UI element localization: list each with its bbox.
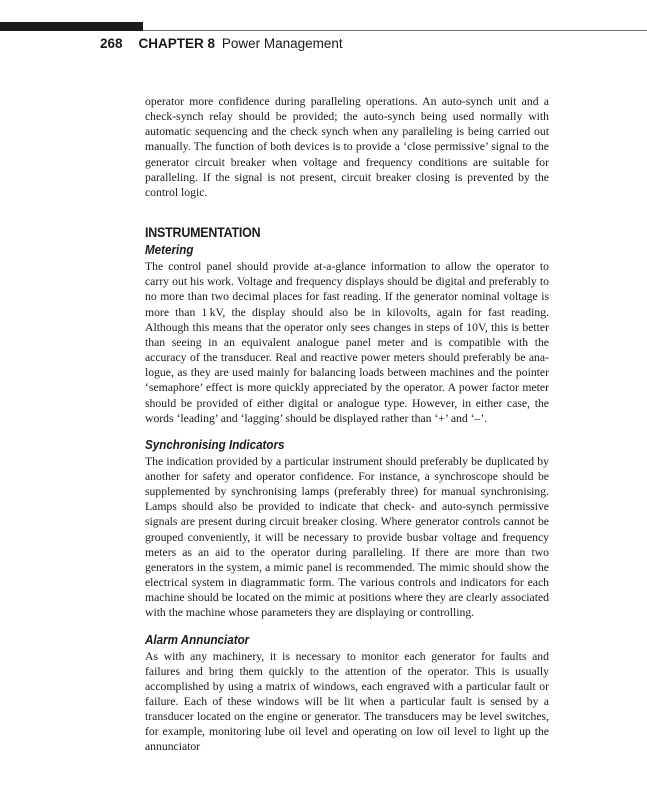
synchronising-indicators-paragraph: The indication provided by a particular instrument should preferably be duplicated by another for safety and operator confidence. For instance, a synchroscope should be supplemented by synchronising lamps (preferably three) for manual synchronising. Lamps should also be provided to indicate that check- and auto-synch permissive signals are present during circuit breaker closing. Where generator controls cannot be grouped conveniently, it will be necessary to provide busbar voltage and frequency meters as an aid to the operator during paralleling. If there are more than two generators in the system, a mimic panel is recommended. The mimic should show the electrical system in diagrammatic form. The various controls and indicators for each machine should be located on the mimic at positions where they are clearly associated with the machine whose parameters they are displaying or controlling. bbox=[145, 454, 549, 620]
subsection-heading-synchronising-indicators: Synchronising Indicators bbox=[145, 437, 285, 452]
metering-paragraph: The control panel should provide at-a-glance information to allow the operator to carry out his work. Voltage and frequency displays should be digital and preferably to no more than two decimal places for fast reading. If the generator nominal voltage is more than 1 kV, the display should also be in kilovolts, again for fast reading. Although this means that the operator only sees changes in steps of 10V, this is better than seeing in an equivalent analogue panel meter and is compatible with the accuracy of the transducer. Real and reactive power meters should preferably be analogue, as they are used mainly for balancing loads between machines and the pointer ‘semaphore’ effect is more quickly appreciated by the operator. A power factor meter should be provided of either digital or analogue type. However, in either case, the words ‘leading’ and ‘lagging’ should be displayed rather than ‘+’ and ‘–’. bbox=[145, 260, 549, 425]
subsection-heading-alarm-annunciator: Alarm Annunciator bbox=[145, 632, 250, 647]
subsection-heading-metering: Metering bbox=[145, 243, 194, 258]
section-heading: INSTRUMENTATION bbox=[145, 225, 261, 241]
chapter-label: CHAPTER 8 bbox=[138, 36, 216, 51]
header-bar bbox=[0, 22, 143, 31]
running-header bbox=[100, 35, 343, 53]
intro-paragraph: operator more confidence during paralleling operations. An auto-synch unit and a check-synch relay should be provided; the auto-synch being used normally with automatic sequencing and the check synch when any paralleling is being carried out manually. The function of both devices is to provide a ‘close permissive’ signal to the generator circuit breaker when voltage and frequency conditions are suitable for paralleling. If the signal is not present, circuit breaker closing is prevented by the control logic. bbox=[145, 95, 549, 199]
page-number: 268 bbox=[100, 36, 123, 51]
chapter-title: Power Management bbox=[221, 36, 343, 51]
header-rule bbox=[143, 30, 647, 31]
alarm-annunciator-paragraph: As with any machinery, it is necessary to monitor each generator for faults and failures and bring them quickly to the attention of the operator. This is usually accomplished by using a matrix of windows, each engraved with a particular fault or failure. Each of these windows will be lit when a particular fault is sensed by a transducer located on the engine or generator. The transducers may be level switches, for example, monitoring lube oil level and operating on low oil level to light up the annunciator bbox=[145, 649, 549, 754]
page-body bbox=[145, 94, 549, 755]
